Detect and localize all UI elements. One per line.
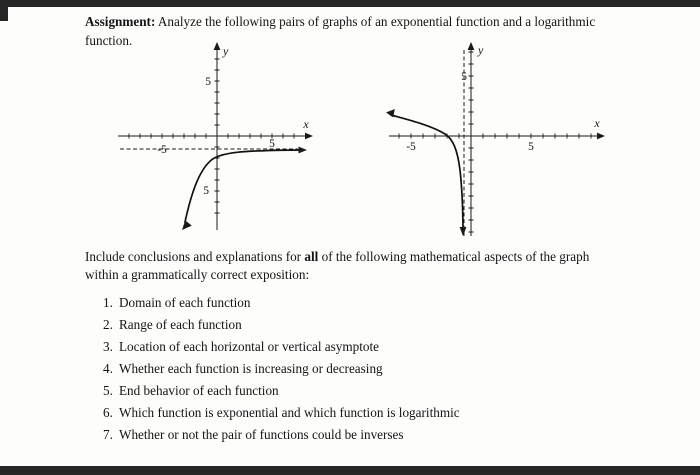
exponential-curve <box>185 150 299 222</box>
list-item-number: 3. <box>103 339 113 354</box>
y-axis-label: y <box>223 44 229 58</box>
assignment-text: Analyze the following pairs of graphs of an exponential function and a logarithmic function. <box>85 14 596 48</box>
curve-down-arrow-icon <box>182 220 192 230</box>
curve-right-arrow-icon <box>299 147 308 154</box>
y-tick-label-5: 5 <box>205 76 211 88</box>
page-content <box>0 7 700 444</box>
left-graph-exponential <box>112 38 317 240</box>
document-page <box>0 7 700 466</box>
list-item-text: Range of each function <box>119 317 242 332</box>
y-axis-arrow-icon <box>468 42 475 50</box>
y-tick-label-5: 5 <box>461 71 467 83</box>
list-item-increasing-decreasing <box>103 359 618 378</box>
curve-down-arrow-icon <box>460 227 467 236</box>
x-tick-label-5: 5 <box>528 141 534 153</box>
instructions-text-post: of the following mathematical aspects of the graph within a grammatically correct exposition: <box>85 249 590 282</box>
list-item-number: 2. <box>103 317 113 332</box>
list-item-inverses <box>103 425 618 444</box>
right-graph-logarithmic <box>383 38 615 245</box>
list-item-number: 1. <box>103 295 113 310</box>
instructions-paragraph <box>85 248 618 284</box>
list-item-number: 4. <box>103 361 113 376</box>
list-item-text: Whether each function is increasing or decreasing <box>119 361 383 376</box>
graphs-row <box>112 38 618 245</box>
list-item-asymptote <box>103 337 618 356</box>
list-item-text: Location of each horizontal or vertical asymptote <box>119 339 379 354</box>
x-axis-arrow-icon <box>305 133 313 140</box>
list-item-end-behavior <box>103 381 618 400</box>
instructions-text-pre: Include conclusions and explanations for <box>85 249 305 264</box>
aspects-list <box>85 293 618 444</box>
x-tick-label-5: 5 <box>269 138 275 150</box>
assignment-label: Assignment: <box>85 14 156 29</box>
logarithmic-curve <box>391 115 463 228</box>
list-item-text: End behavior of each function <box>119 383 279 398</box>
list-item-text: Which function is exponential and which function is logarithmic <box>119 405 460 420</box>
list-item-domain <box>103 293 618 312</box>
list-item-number: 6. <box>103 405 113 420</box>
viewer-corner-notch <box>0 0 8 21</box>
list-item-exp-vs-log <box>103 403 618 422</box>
list-item-text: Domain of each function <box>119 295 251 310</box>
list-item-number: 7. <box>103 427 113 442</box>
y-tick-label-neg5: 5 <box>203 185 209 197</box>
instructions-bold-word: all <box>304 249 319 264</box>
x-axis-label: x <box>303 117 309 131</box>
list-item-range <box>103 315 618 334</box>
y-axis-arrow-icon <box>214 42 221 50</box>
list-item-number: 5. <box>103 383 113 398</box>
x-tick-label-neg5: -5 <box>157 144 167 156</box>
x-tick-label-neg5: -5 <box>406 141 416 153</box>
viewer-top-bar <box>0 0 700 7</box>
x-axis-arrow-icon <box>597 133 605 140</box>
x-axis-label: x <box>594 116 600 130</box>
list-item-text: Whether or not the pair of functions could be inverses <box>119 427 404 442</box>
y-axis-label: y <box>478 43 484 57</box>
viewer-bottom-bar <box>0 466 700 475</box>
